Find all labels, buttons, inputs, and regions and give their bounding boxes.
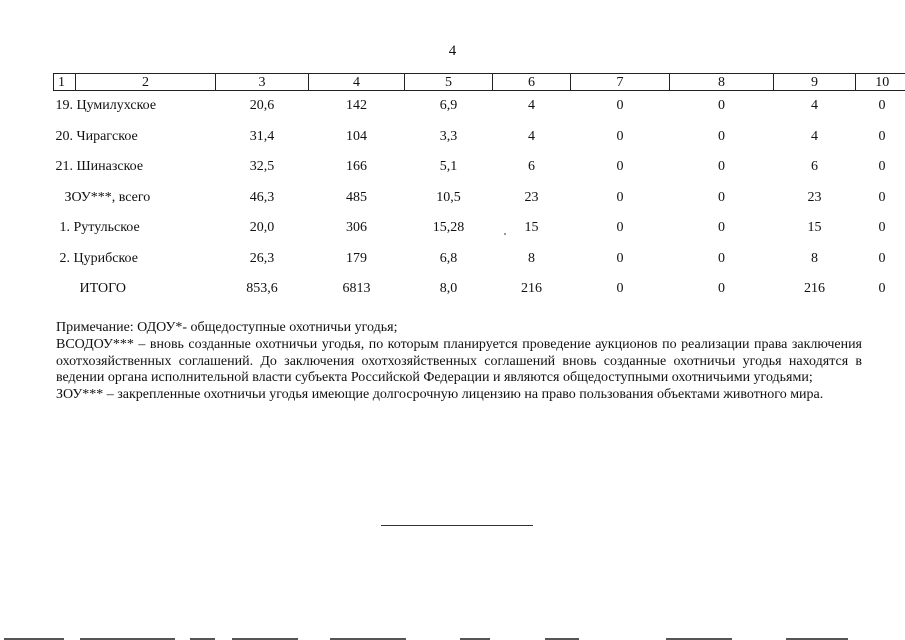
cell-col6: 4	[528, 128, 535, 144]
cell-col4: 485	[346, 189, 367, 205]
separator-line	[381, 525, 533, 526]
note-vsodou: ВСОДОУ*** – вновь созданные охотничьи угодья, по которым планируется проведение аукционов по реализации права заключения охотхозяйственных соглашений. До заключения охотхозяйственных соглашений вновь созданные охотничьи угодья находятся в ведении органа исполнительной власти субъекта Российской Федерации и являются общедоступными охотничьими угодьями;	[56, 336, 862, 386]
col-header-3: 3	[216, 74, 309, 91]
row-name: 2. Цурибское	[59, 250, 138, 266]
cell-col7: 0	[616, 159, 624, 175]
cell-col5: 3,3	[439, 128, 458, 144]
hunting-grounds-table	[53, 73, 905, 305]
cell-col3: 26,3	[249, 250, 275, 266]
cell-col5: 6,8	[439, 250, 458, 266]
table-row	[54, 244, 905, 275]
cell-col9: 15	[807, 220, 822, 236]
cell-col7: 0	[616, 220, 624, 236]
col-header-1: 1	[54, 74, 76, 91]
cell-col7: 0	[616, 189, 624, 205]
cell-col4: 306	[346, 220, 367, 236]
row-name: 20. Чирагское	[55, 128, 138, 144]
table-row	[54, 152, 905, 183]
cell-col10: 0	[878, 250, 886, 266]
col-header-5: 5	[405, 74, 493, 91]
page-number: 4	[448, 43, 457, 59]
cell-col3: 31,4	[249, 128, 275, 144]
cell-col3: 20,6	[249, 98, 275, 114]
cell-col7: 0	[616, 98, 624, 114]
cell-col10: 0	[878, 98, 886, 114]
row-name: ЗОУ***, всего	[64, 189, 151, 205]
cell-col7: 0	[616, 128, 624, 144]
cell-col3: 853,6	[246, 281, 278, 297]
cell-col5: 10,5	[436, 189, 461, 205]
table-header-row	[54, 74, 905, 91]
cell-col8: 0	[718, 189, 725, 205]
cell-col4: 142	[346, 98, 367, 114]
cell-col6: 216	[521, 281, 542, 297]
cell-col8: 0	[718, 98, 725, 114]
cell-col3: 20,0	[249, 220, 275, 236]
cell-col7: 0	[616, 281, 624, 297]
cell-col3: 46,3	[249, 189, 275, 205]
table-row	[54, 122, 905, 153]
cell-col3: 32,5	[249, 159, 275, 175]
row-name: 21. Шиназское	[55, 159, 144, 175]
cell-col10: 0	[878, 281, 886, 297]
cell-col8: 0	[718, 128, 725, 144]
col-header-4: 4	[309, 74, 405, 91]
cell-col9: 23	[807, 189, 822, 205]
col-header-10: 10	[856, 74, 905, 91]
cell-col10: 0	[878, 189, 886, 205]
table-row	[54, 213, 905, 244]
row-name: 19. Цумилухское	[55, 98, 157, 114]
cell-col10: 0	[878, 128, 886, 144]
cell-col6: 15	[524, 220, 539, 236]
scan-speck	[504, 233, 506, 235]
cell-col8: 0	[718, 281, 725, 297]
cell-col9: 8	[811, 250, 818, 266]
cell-col5: 15,28	[432, 220, 465, 236]
row-name: ИТОГО	[79, 281, 126, 297]
cell-col6: 6	[528, 159, 535, 175]
col-header-7: 7	[571, 74, 670, 91]
cell-col8: 0	[718, 159, 725, 175]
cell-col6: 4	[528, 98, 535, 114]
col-header-6: 6	[493, 74, 571, 91]
table-row	[54, 91, 905, 122]
table-row-subtotal	[54, 183, 905, 214]
cell-col4: 104	[346, 128, 367, 144]
cell-col8: 0	[718, 220, 725, 236]
cell-col7: 0	[616, 250, 624, 266]
cell-col10: 0	[878, 220, 886, 236]
cell-col4: 179	[346, 250, 367, 266]
cell-col5: 5,1	[439, 159, 458, 175]
cell-col10: 0	[878, 159, 886, 175]
cell-col6: 8	[528, 250, 535, 266]
cell-col8: 0	[718, 250, 725, 266]
cell-col9: 6	[811, 159, 818, 175]
cell-col4: 6813	[342, 281, 371, 297]
note-zou: ЗОУ*** – закрепленные охотничьи угодья имеющие долгосрочную лицензию на право пользования объектами животного мира.	[56, 387, 824, 403]
cell-col4: 166	[346, 159, 367, 175]
cell-col9: 4	[811, 98, 818, 114]
col-header-2: 2	[76, 74, 216, 91]
note-odou: Примечание: ОДОУ*- общедоступные охотничьи угодья;	[56, 320, 398, 335]
row-name: 1. Рутульское	[59, 220, 140, 236]
cell-col6: 23	[524, 189, 539, 205]
col-header-8: 8	[670, 74, 774, 91]
table-row-total	[54, 274, 905, 305]
notes-section	[56, 320, 862, 404]
col-header-9: 9	[774, 74, 856, 91]
cell-col9: 216	[804, 281, 825, 297]
cell-col9: 4	[811, 128, 818, 144]
cell-col5: 6,9	[439, 98, 458, 114]
cell-col5: 8,0	[439, 281, 458, 297]
